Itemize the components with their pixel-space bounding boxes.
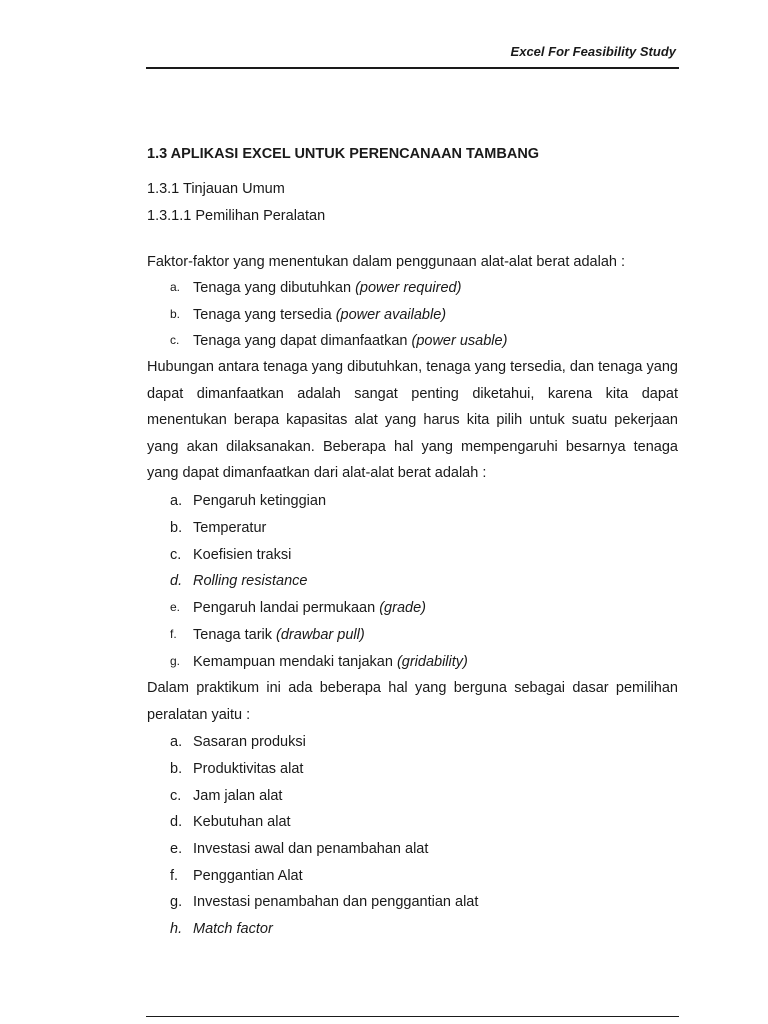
list-emphasis: Rolling resistance	[193, 573, 308, 589]
list-marker: a.	[170, 280, 181, 294]
list-text: Investasi awal dan penambahan alat	[193, 841, 429, 857]
list-item	[170, 841, 428, 857]
list-marker: b.	[170, 520, 183, 536]
header-divider	[146, 67, 679, 69]
list-text: Temperatur	[193, 520, 267, 536]
list-item	[170, 788, 282, 804]
list-marker: b.	[170, 761, 183, 777]
list-marker: f.	[170, 627, 177, 641]
list-item	[170, 333, 507, 349]
list-text: Pengaruh ketinggian	[193, 493, 327, 509]
list-text: Tenaga tarik	[193, 627, 277, 643]
list-item	[170, 307, 446, 323]
subsubsection-heading: 1.3.1.1 Pemilihan Peralatan	[147, 208, 326, 224]
list-emphasis: (power available)	[335, 307, 447, 323]
list-emphasis: (grade)	[379, 600, 426, 616]
list-text: Tenaga yang dibutuhkan	[193, 280, 356, 296]
list-marker: c.	[170, 333, 180, 347]
list-marker: a.	[170, 493, 183, 509]
list-text: Produktivitas alat	[193, 761, 304, 777]
list-text: Investasi penambahan dan penggantian alat	[193, 894, 479, 910]
footer-divider	[146, 1016, 679, 1017]
list-item	[170, 520, 266, 536]
list-item	[170, 493, 326, 509]
intro-paragraph: Faktor-faktor yang menentukan dalam penggunaan alat-alat berat adalah :	[147, 254, 626, 270]
list-marker: g.	[170, 894, 183, 910]
list-marker: h.	[170, 921, 183, 937]
list-marker: c.	[170, 788, 182, 804]
list-emphasis: (gridability)	[396, 654, 468, 670]
list-item	[170, 627, 365, 643]
list-item	[170, 921, 273, 937]
section-heading: 1.3 APLIKASI EXCEL UNTUK PERENCANAAN TAMBANG	[147, 146, 540, 162]
list-marker: b.	[170, 307, 181, 321]
list-emphasis: (power usable)	[411, 333, 508, 349]
list-text: Penggantian Alat	[193, 868, 303, 884]
list-item	[170, 573, 307, 589]
list-item	[170, 814, 291, 830]
list-text: Pengaruh landai permukaan	[193, 600, 380, 616]
list-emphasis: (power required)	[355, 280, 462, 296]
body-paragraph-1: Hubungan antara tenaga yang dibutuhkan, tenaga yang tersedia, dan tenaga yang dapat dimanfaatkan adalah sangat penting diketahui, karena kita dapat menentukan berapa kapasitas alat yang harus kita pilih untuk suatu pekerjaan yang akan dilaksanakan. Beberapa hal yang mempengaruhi besarnya tenaga yang dapat dimanfaatkan dari alat-alat berat adalah :	[147, 359, 678, 482]
list-item	[170, 654, 468, 670]
subsection-heading: 1.3.1 Tinjauan Umum	[147, 181, 285, 197]
list-item	[170, 280, 461, 296]
list-marker: a.	[170, 734, 183, 750]
list-marker: e.	[170, 600, 181, 614]
list-item	[170, 547, 291, 563]
list-item	[170, 734, 306, 750]
list-text: Sasaran produksi	[193, 734, 306, 750]
list-text: Jam jalan alat	[193, 788, 283, 804]
list-item	[170, 600, 426, 616]
list-marker: d.	[170, 573, 183, 589]
list-marker: d.	[170, 814, 183, 830]
list-marker: c.	[170, 547, 182, 563]
list-marker: e.	[170, 841, 183, 857]
list-text: Kemampuan mendaki tanjakan	[193, 654, 397, 670]
list-marker: g.	[170, 654, 181, 668]
list-emphasis: (drawbar pull)	[276, 627, 365, 643]
list-emphasis: Match factor	[193, 921, 273, 937]
list-text: Koefisien traksi	[193, 547, 292, 563]
list-item	[170, 894, 478, 910]
header-title: Excel For Feasibility Study	[510, 44, 676, 59]
list-marker: f.	[170, 868, 179, 884]
list-item	[170, 868, 303, 884]
list-text: Kebutuhan alat	[193, 814, 291, 830]
list-text: Tenaga yang dapat dimanfaatkan	[193, 333, 412, 349]
list-item	[170, 761, 303, 777]
list-text: Tenaga yang tersedia	[193, 307, 336, 323]
body-paragraph-2: Dalam praktikum ini ada beberapa hal yang berguna sebagai dasar pemilihan peralatan yaitu :	[147, 680, 678, 723]
